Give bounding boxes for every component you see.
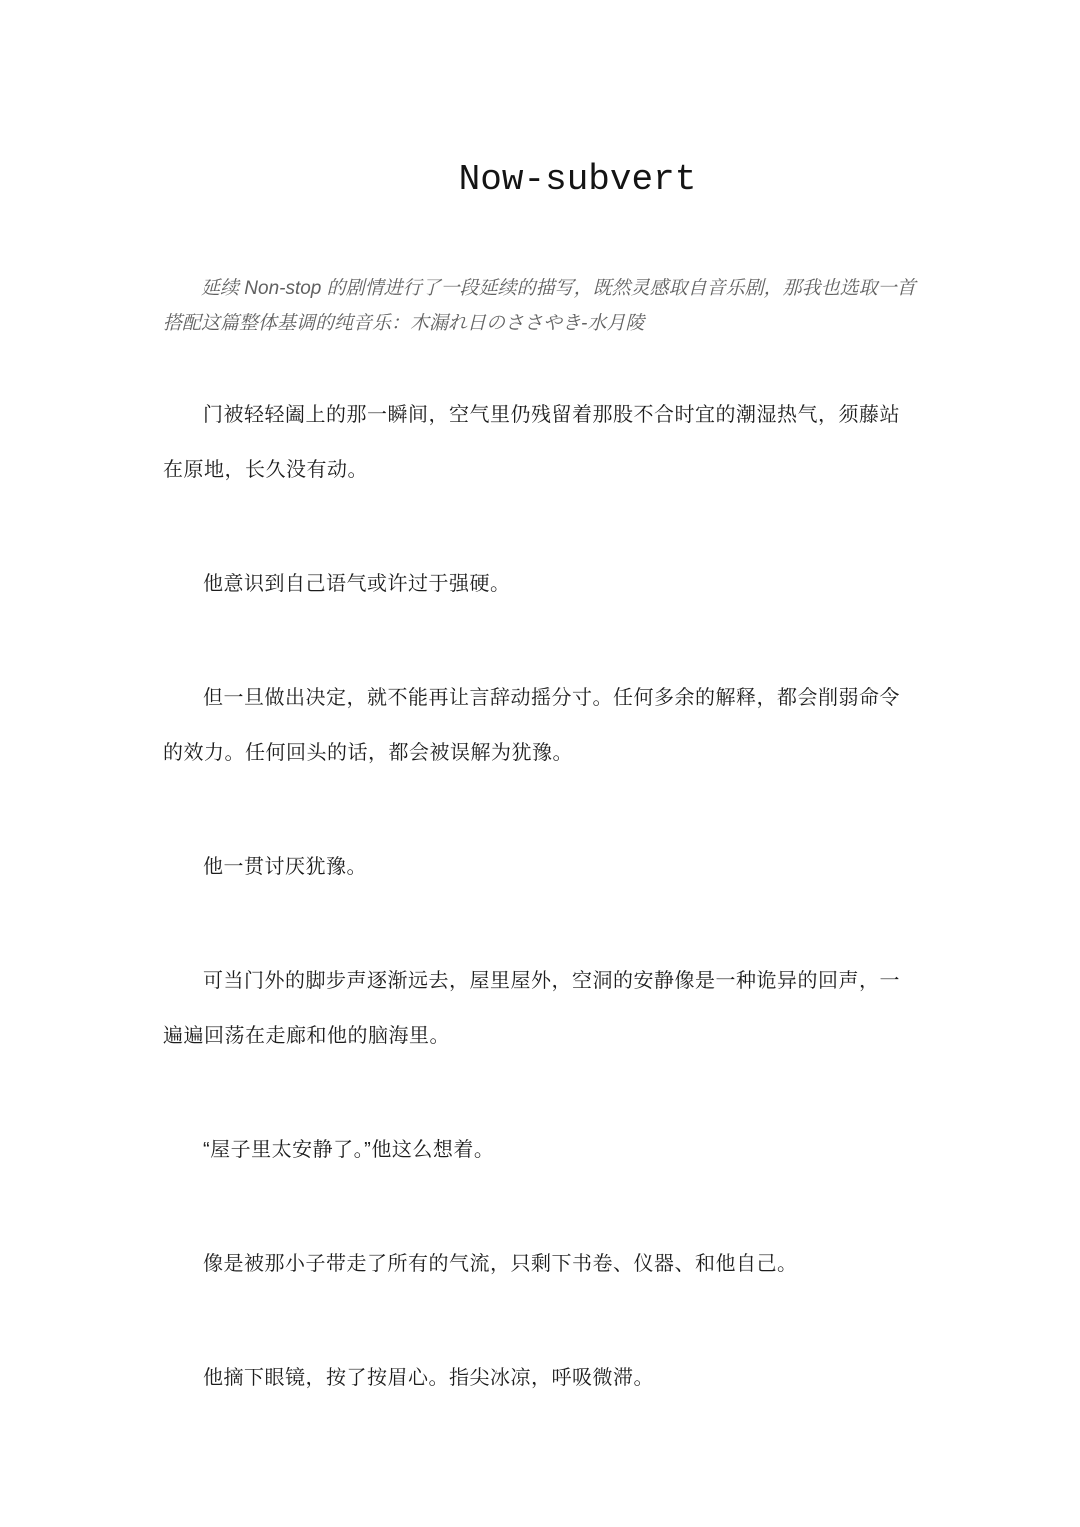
- author-note: 延续 Non-stop 的剧情进行了一段延续的描写，既然灵感取自音乐剧，那我也选取一首搭配这篇整体基调的纯音乐：木漏れ日のささやき-水月陵: [163, 278, 916, 334]
- body-paragraph: 可当门外的脚步声逐渐远去，屋里屋外，空洞的安静像是一种诡异的回声，一遍遍回荡在走廊和他的脑海里。: [163, 970, 900, 1047]
- body-paragraph: 他摘下眼镜，按了按眉心。指尖冰凉，呼吸微滞。: [203, 1367, 654, 1389]
- body-paragraph: 他意识到自己语气或许过于强硬。: [203, 573, 511, 595]
- page-title: Now-subvert: [458, 159, 697, 200]
- body-paragraph: 他一贯讨厌犹豫。: [203, 856, 367, 878]
- body-paragraph: 像是被那小子带走了所有的气流，只剩下书卷、仪器、和他自己。: [203, 1253, 798, 1275]
- body-paragraph: “屋子里太安静了。”他这么想着。: [203, 1139, 495, 1161]
- body-paragraph: 门被轻轻阖上的那一瞬间，空气里仍残留着那股不合时宜的潮湿热气，须藤站在原地，长久没有动。: [163, 404, 900, 481]
- body-paragraph: 但一旦做出决定，就不能再让言辞动摇分寸。任何多余的解释，都会削弱命令的效力。任何回头的话，都会被误解为犹豫。: [163, 687, 900, 764]
